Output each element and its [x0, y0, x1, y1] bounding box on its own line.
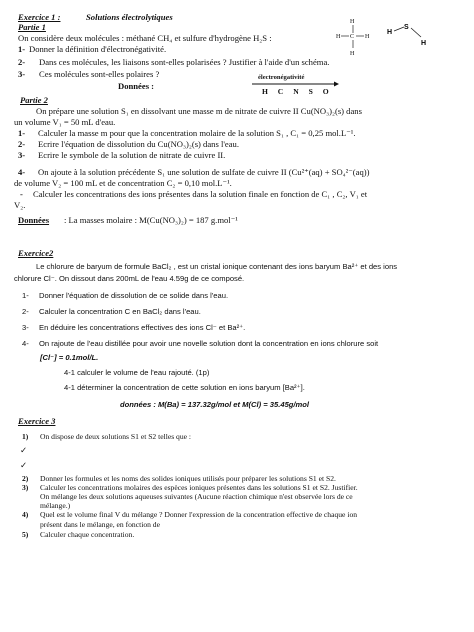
ex3q3-text: Calculer les concentrations molaires des espèces ioniques présentes dans les solutions S1 et S2. Justifier. — [40, 483, 358, 492]
ex3q5-text: Calculer chaque concentration. — [40, 530, 135, 539]
svg-text:H: H — [365, 34, 370, 40]
exercise1-title: Exercice 1 : — [18, 12, 61, 22]
ex2q42-text: 4-1 déterminer la concentration de cette solution en ions baryum [Ba²⁺]. — [64, 383, 305, 392]
q1-text: Donner la définition d'électronégativité. — [29, 44, 167, 54]
ex2q41-text: 4-1 calculer le volume de l'eau rajouté. (1p) — [64, 368, 210, 377]
ex3q4-text-line2: présent dans le mélange, en fonction de — [40, 520, 160, 529]
ex2q3-number: 3- — [22, 323, 29, 332]
q2-text: Dans ces molécules, les liaisons sont-elles polarisées ? Justifier à l'aide d'un schéma. — [39, 57, 330, 67]
p2q5-text-line2: V₂. — [14, 200, 26, 210]
ex2q1-number: 1- — [22, 291, 29, 300]
partie2-intro-line1: On prépare une solution S₁ en dissolvant une masse m de nitrate de cuivre II Cu(NO₃)₂(s) dans — [36, 106, 362, 116]
p2q1-number: 1- — [18, 128, 26, 138]
svg-text:H: H — [387, 29, 393, 36]
exercise2-intro-line2: chlorure Cl⁻. On dissout dans 200mL de l'eau 4.59g de ce composé. — [14, 274, 245, 283]
ex3q1-number: 1) — [22, 432, 29, 441]
exercise2-title: Exercice2 — [18, 248, 54, 258]
q1-number: 1- — [18, 44, 26, 54]
ex2q2-number: 2- — [22, 307, 29, 316]
ex2q4-text: On rajoute de l'eau distillée pour avoir une novelle solution dont la concentration en ions chlorure soit — [39, 339, 379, 348]
p2q4-text-line1: On ajoute à la solution précédente S₁ une solution de sulfate de cuivre II (Cu²⁺(aq) + SO₄²⁻(aq)) — [38, 167, 370, 177]
electronegativity-label: électronégativité — [258, 74, 305, 81]
p2q2-text: Ecrire l'équation de dissolution du Cu(NO₃)₂(s) dans l'eau. — [38, 139, 239, 149]
exercise3-title: Exercice 3 — [18, 416, 56, 426]
q3-text: Ces molécules sont-elles polaires ? — [39, 69, 160, 79]
electronegativity-elements: H C N S O — [262, 87, 333, 96]
methane-structure — [330, 14, 380, 60]
ex2q3-text: En déduire les concentrations effectives des ions Cl⁻ et Ba²⁺. — [39, 323, 246, 332]
p2q1-text: Calculer la masse m pour que la concentration molaire de la solution S₁ , C₁ = 0,25 mol.L⁻¹. — [38, 128, 356, 138]
svg-text:H: H — [350, 51, 355, 57]
ex2q2-text: Calculer la concentration C en BaCl₂ dans l'eau. — [39, 307, 201, 316]
partie2-intro-line2: un volume V₁ = 50 mL d'eau. — [14, 117, 116, 127]
ex3q5-number: 5) — [22, 530, 29, 539]
exercise2-intro-line1: Le chlorure de baryum de formule BaCl₂ , est un cristal ionique contenant des ions baryum Ba²⁺ et des ions — [36, 262, 398, 271]
ex3q1-text: On dispose de deux solutions S1 et S2 telles que : — [40, 432, 192, 441]
p2q5-number: - — [20, 189, 23, 199]
ex3q3-text-line2: On mélange les deux solutions aqueuses suivantes (Aucune réaction chimique n'est observée lors de ce — [40, 492, 353, 501]
p2q4-number: 4- — [18, 167, 26, 177]
svg-text:H: H — [350, 19, 355, 25]
ex2q4-number: 4- — [22, 339, 29, 348]
partie2-heading: Partie 2 — [20, 95, 48, 105]
ex3q2-text: Donner les formules et les noms des solides ioniques utilisés pour préparer les solutions S1 et S2. — [40, 474, 336, 483]
ex2-donnees: données : M(Ba) = 137.32g/mol et M(Cl) = 35.45g/mol — [120, 400, 310, 409]
svg-text:S: S — [404, 24, 409, 31]
masses-text: : La masses molaire : M(Cu(NO₃)₂) = 187 g.mol⁻¹ — [64, 215, 238, 225]
p2q4-text-line2: de volume V₂ = 100 mL et de concentration C₂ = 0,10 mol.L⁻¹. — [14, 178, 232, 188]
masses-label: Données — [18, 215, 50, 225]
q3-number: 3- — [18, 69, 26, 79]
exercise1-intro: On considère deux molécules : méthané CH₄ et sulfure d'hydrogène H₂S : — [18, 33, 272, 43]
ex3-check-2: ✓ — [20, 460, 28, 470]
ex3q3-number: 3) — [22, 483, 29, 492]
donnees-heading: Données : — [118, 81, 155, 91]
p2q2-number: 2- — [18, 139, 26, 149]
ex3q4-number: 4) — [22, 510, 29, 519]
ex3q3-text-line3: mélange.) — [40, 501, 71, 510]
exercise1-subtitle: Solutions électrolytiques — [86, 12, 173, 22]
ex2q4-target-concentration: [Cl⁻] = 0.1mol/L. — [40, 353, 99, 362]
ex2q1-text: Donner l'équation de dissolution de ce solide dans l'eau. — [39, 291, 229, 300]
svg-text:C: C — [350, 34, 355, 40]
partie1-heading: Partie 1 — [18, 22, 46, 32]
q2-number: 2- — [18, 57, 26, 67]
ex3-check-1: ✓ — [20, 445, 28, 455]
svg-text:H: H — [336, 34, 341, 40]
svg-text:H: H — [421, 40, 427, 47]
p2q3-number: 3- — [18, 150, 26, 160]
ex3q2-number: 2) — [22, 474, 29, 483]
hydrogen-sulfide-structure — [385, 22, 435, 50]
p2q3-text: Ecrire le symbole de la solution de nitrate de cuivre II. — [38, 150, 226, 160]
p2q5-text-line1: Calculer les concentrations des ions présentes dans la solution finale en fonction de C₁ , C₂, V₁ et — [33, 189, 368, 199]
ex3q4-text-line1: Quel est le volume final V du mélange ? Donner l'expression de la concentration effective de chaque ion — [40, 510, 358, 519]
